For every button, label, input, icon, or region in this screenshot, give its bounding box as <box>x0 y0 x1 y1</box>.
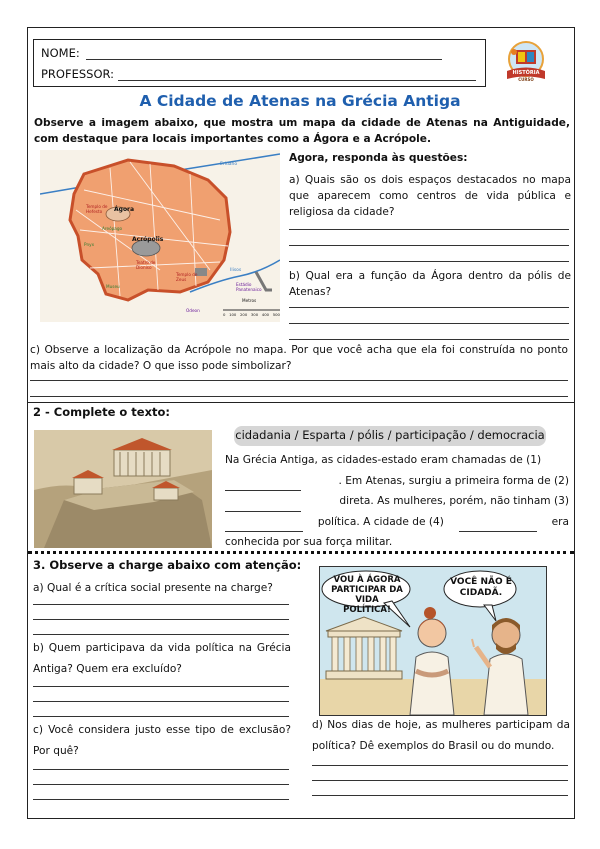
answer-line-3c-3[interactable] <box>33 799 289 800</box>
map-label-ilisos: Ilisos <box>230 268 242 273</box>
question-1b: b) Qual era a função da Ágora dentro da pólis de Atenas? <box>289 270 571 298</box>
answer-line-1c-2[interactable] <box>30 396 568 397</box>
text-line-5: era <box>551 515 569 528</box>
answer-line-3b-1[interactable] <box>33 686 289 687</box>
answer-line-3c-2[interactable] <box>33 784 289 785</box>
map-label-zeus: Templo de Zeus <box>176 272 198 282</box>
map-label-museu: Museu <box>106 284 120 289</box>
scale-tick: 100 <box>229 312 237 317</box>
man-speech-bubble: VOCÊ NÃO É CIDADÃ. <box>450 577 512 598</box>
answer-line-3a-2[interactable] <box>33 619 289 620</box>
question-1a: a) Quais são os dois espaços destacados no mapa que aparecem como centros de vida pública e religiosa da cidade? <box>289 174 571 218</box>
answer-line-3a-1[interactable] <box>33 604 289 605</box>
cartoon-panel <box>319 566 547 716</box>
answer-line-3c-1[interactable] <box>33 769 289 770</box>
historia-logo <box>503 38 549 84</box>
acropolis-illustration <box>34 430 212 548</box>
section-divider-1 <box>28 402 574 403</box>
answer-line-3d-1[interactable] <box>312 765 568 766</box>
answer-line-3d-3[interactable] <box>312 795 568 796</box>
fill-in-text <box>225 450 569 553</box>
teacher-input-line[interactable] <box>118 80 476 81</box>
map-label-hefesto: Templo de Hefesto <box>86 204 108 214</box>
answer-line-1b-2[interactable] <box>289 323 569 324</box>
text-line-3: direta. As mulheres, porém, não tinham (3) <box>339 495 569 507</box>
map-scale-ticks <box>223 312 280 317</box>
question-3b: b) Quem participava da vida política na Grécia Antiga? Quem era excluído? <box>33 642 291 675</box>
text-line-4: política. A cidade de (4) <box>317 515 444 528</box>
map-scale-title: Metros <box>242 298 257 303</box>
answer-line-3b-3[interactable] <box>33 716 289 717</box>
question-3d: d) Nos dias de hoje, as mulheres participam da política? Dê exemplos do Brasil ou do mundo. <box>312 719 570 752</box>
text-line-1: Na Grécia Antiga, as cidades-estado eram chamadas de (1) <box>225 454 542 466</box>
answer-line-3b-2[interactable] <box>33 701 289 702</box>
answer-line-1b-3[interactable] <box>289 339 569 340</box>
answer-line-1a-2[interactable] <box>289 245 569 246</box>
blank-3[interactable] <box>225 517 303 532</box>
logo-text: HISTÓRIA <box>512 70 540 76</box>
teacher-label: PROFESSOR: <box>41 67 115 81</box>
answer-line-1a-1[interactable] <box>289 229 569 230</box>
map-label-eridano: Eridano <box>220 162 238 167</box>
scale-tick: 0 <box>223 312 226 317</box>
question-3a: a) Qual é a crítica social presente na charge? <box>33 582 273 594</box>
answer-line-1a-3[interactable] <box>289 261 569 262</box>
name-label: NOME: <box>41 46 80 60</box>
map-label-agora: Ágora <box>114 206 135 213</box>
logo-subtext: CURSO <box>518 77 534 82</box>
scale-tick: 500 <box>272 312 280 317</box>
map-label-areopago: Areópago <box>102 226 123 231</box>
map-label-odeon: Odeon <box>186 308 200 313</box>
questions-prompt: Agora, responda às questões: <box>289 152 468 164</box>
question-1c: c) Observe a localização da Acrópole no mapa. Por que você acha que ela foi construída no ponto mais alto da cidade? O que isso pode simbolizar? <box>30 344 568 372</box>
blank-4[interactable] <box>459 517 537 532</box>
scale-tick: 300 <box>250 312 259 317</box>
blank-2[interactable] <box>225 497 301 512</box>
map-label-dioniso: Teatro de Dioniso <box>136 260 156 270</box>
map-label-estadio: Estádio Panatenaico <box>236 282 262 292</box>
intro-text: Observe a imagem abaixo, que mostra um mapa da cidade de Atenas na Antiguidade, com destaque para locais importantes como a Ágora e a Acrópole. <box>34 117 570 145</box>
scale-tick: 200 <box>239 312 248 317</box>
text-line-2: . Em Atenas, surgiu a primeira forma de (2) <box>338 474 569 487</box>
scale-tick: 400 <box>261 312 270 317</box>
section3-heading: 3. Observe a charge abaixo com atenção: <box>33 558 302 572</box>
athens-map <box>40 150 280 322</box>
section-divider-2 <box>28 551 574 554</box>
text-line-6: conhecida por sua força militar. <box>225 536 393 548</box>
name-input-line[interactable] <box>86 59 442 60</box>
question-3c: c) Você considera justo esse tipo de exclusão? Por quê? <box>33 724 291 757</box>
section2-heading: 2 - Complete o texto: <box>33 405 170 419</box>
word-bank-text: cidadania / Esparta / pólis / participação / democracia <box>235 428 545 442</box>
map-label-acropolis: Acrópolis <box>132 236 164 243</box>
answer-line-3d-2[interactable] <box>312 780 568 781</box>
answer-line-3a-3[interactable] <box>33 634 289 635</box>
answer-line-1c-1[interactable] <box>30 380 568 381</box>
woman-speech-bubble: VOU À ÁGORA PARTICIPAR DA VIDA POLÍTICA! <box>331 575 403 615</box>
map-label-pnyx: Pnyx <box>84 242 95 247</box>
answer-line-1b-1[interactable] <box>289 307 569 308</box>
page-title: A Cidade de Atenas na Grécia Antiga <box>139 92 461 110</box>
blank-1[interactable] <box>225 476 301 491</box>
